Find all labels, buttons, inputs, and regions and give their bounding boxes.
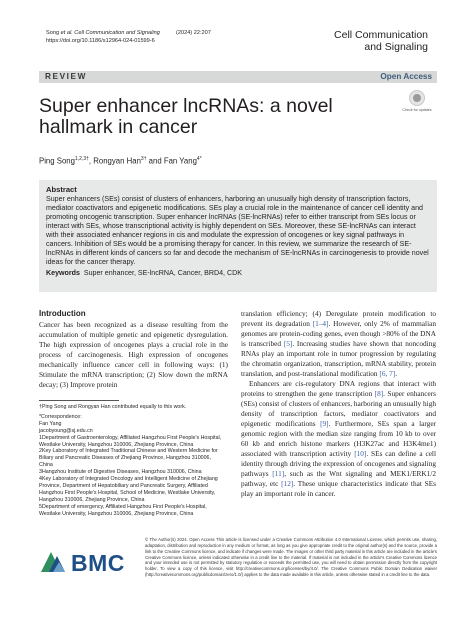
bmc-logo [39,550,134,576]
license-statement: © The Author(s) 2024. Open Access This article is licensed under a Creative Commons Attribution 4.0 International License, which permits use, sharing, adaptation, distribution and reproduction in any medium or format, as long as you give appropriate credit to the original author(s) and the source, provide a link to the Creative Commons licence, and indicate if changes were made. The images or other third party material in this article are included in the article's Creative Commons licence, unless indicated otherwise in a credit line to the material. If material is not included in the article's Creative Commons licence and your intended use is not permitted by statutory regulation or exceeds the permitted use, you will need to obtain permission directly from the copyright holder. To view a copy of this licence, visit http://creativecommons.org/licenses/by/4.0/. The Creative Commons Public Domain Dedication waiver (http://creativecommons.org/publicdomain/zero/1.0/) applies to the data made available in this article, unless otherwise stated in a credit line to the data. [145,537,437,578]
open-access-label: Open Access [380,72,432,81]
citation-link[interactable]: [10] [354,449,367,458]
abstract-heading: Abstract [46,185,77,194]
citation-link[interactable]: [8] [374,389,384,398]
check-for-updates-label: Check for updates [402,108,432,112]
abstract-text: Super enhancers (SEs) consist of clusters of enhancers, harboring an unusually high density of transcription factors, mediator coactivators and epigenetic modifications. SEs play a crucial role in the maintenance of cancer cell identity and promoting oncogenic transcription. Super enhancer lncRNAs (SE-lncRNAs) refer to either transcript from SEs locus or interact with SEs, whose transcriptional activity is highly dependent on SEs. Moreover, these SE-lncRNAs can interact with their associated enhancer regions in cis and modulate the expression of oncogenes or key signal pathways in cancers. Inhibition of SEs would be a promising therapy for cancer. In this review, we summarize the research of SE-lncRNAs in different kinds of cancers so far and decode the mechanism of SE-lncRNAs in carcinogenesis to provide novel ideas for the cancer therapy. [46,195,429,267]
running-header-authors: Song [46,30,61,36]
abstract-box [39,180,437,292]
article-type-band [39,71,437,83]
article-type-label: REVIEW [45,72,87,81]
check-for-updates-badge[interactable] [402,90,432,118]
citation-link[interactable]: [5] [283,339,293,348]
journal-name [334,29,428,53]
keywords-list: Super enhancer, SE-lncRNA, Cancer, BRD4, CDK [83,269,242,278]
bmc-logo-icon [39,550,69,572]
equal-contribution-note: †Ping Song and Rongyan Han contributed equally to this work. [39,404,187,410]
body-paragraph: translation efficiency; (4) Deregulate protein modification to prevent its degradation [1–4]. However, only 2% of mammalian genomes are protein-coding genes, even though >80% of the DNA is transcribed [5]. Increasing studies have shown that noncoding RNAs play an important role in tumor progression by regulating the chromatin organization, transcription, mRNA stability, protein translation, and post-translational modification [6, 7]. [241,309,436,378]
author-affiliation-marks: 1,2,3† [74,156,89,162]
author-affiliation-marks: 3† [140,156,147,162]
affiliation: 5Department of emergency, Affiliated Hangzhou First People's Hospital, Westlake University, Hangzhou 310006, Zhejiang Province, China [39,503,207,517]
right-column [241,309,436,499]
citation-link[interactable]: [9] [320,419,329,428]
introduction-heading: Introduction [39,309,86,318]
affiliation: 3Hangzhou Institute of Digestive Diseases, Hangzhou 310006, China [39,469,202,476]
article-title: Super enhancer lncRNAs: a novel hallmark in cancer [39,95,333,138]
author-name[interactable]: Fan Yang [163,156,197,166]
running-header-citation [46,30,160,38]
affiliation: 1Department of Gastroenterology, Affiliated Hangzhou First People's Hospital, Westlake University, Hangzhou 310006, Zhejiang Province, China [39,434,222,448]
citation-link[interactable]: [11] [272,469,285,478]
bmc-logo-text: BMC [71,550,125,576]
introduction-text: Cancer has been recognized as a disease resulting from the accumulation of multiple genetic and epigenetic dysregulation. The high expression of oncogenes plays a crucial role in the process of carcinogenesis. High expression of oncogenes mechanically influence cancer cell in following ways: (1) Stimulate the mRNA transcription; (2) Slow down the mRNA decay; (3) Improve protein [39,320,228,389]
keywords-label: Keywords [46,269,80,278]
footnote-divider [39,400,119,401]
citation-link[interactable]: [1–4] [312,319,329,328]
crossmark-icon [409,90,425,106]
footnotes [39,404,224,518]
affiliation: 4Key Laboratory of Integrated Oncology and Intelligent Medicine of Zhejiang Province, Department of Hepatobiliary and Pancreatic Surgery, Affiliated Hangzhou First People's Hospital, School of Medicine, Westlake University, Hangzhou 310006, Zhejiang Province, China [39,476,218,503]
author-affiliation-marks: 4* [196,156,202,162]
left-column [39,309,228,390]
citation-link[interactable]: [6, 7] [379,369,396,378]
author-list: Ping Song$^{1,2,3\dagger}$, Rongyan Han$^{3\dagger}$ and Fan Yang$^{4*}$ [39,156,202,166]
author-name[interactable]: Rongyan Han [93,156,141,166]
correspondence-email[interactable]: jacobyoung@sj.edu.cn [39,427,93,434]
body-paragraph: Enhancers are cis-regulatory DNA regions that interact with proteins to strengthen the gene transcription [8]. Super enhancers (SEs) consist of clusters of enhancers, harboring an unusually high density of transcription factors, mediator coactivators and epigenetic modifications [9]. Furthermore, SEs span a larger genomic region with the median size ranging from 10 kb to over 60 kb and enrich histone markers (H3K27ac and H3K4me1) associated with transcription activity [10]. SEs can define a cell identity through driving the expression of oncogenes and signaling pathways [11], such as the Wnt signaling and MEK1/ERK1/2 pathway, etc [12]. These unique characteristics indicate that SEs play an important role in cancer. [241,379,437,498]
year-volume: (2024) 22:207 [176,30,211,36]
citation-link[interactable]: [12] [281,479,294,488]
correspondence-label: *Correspondence: [39,413,82,420]
running-header-journal: et al. Cell Communication and Signaling [60,30,160,36]
affiliation: 2Key Laboratory of Integrated Traditional Chinese and Western Medicine for Biliary and Pancreatic Diseases of Zhejiang Province, Hangzhou 310006, China [39,448,218,469]
journal-name-line1: Cell Communication [334,29,428,41]
running-header [46,30,160,45]
correspondence-name: Fan Yang [39,420,62,427]
keywords [46,269,430,278]
journal-name-line2: and Signaling [364,41,428,53]
author-name[interactable]: Ping Song [39,156,75,166]
doi-link[interactable]: https://doi.org/10.1186/s12964-024-01599-6 [46,37,155,44]
